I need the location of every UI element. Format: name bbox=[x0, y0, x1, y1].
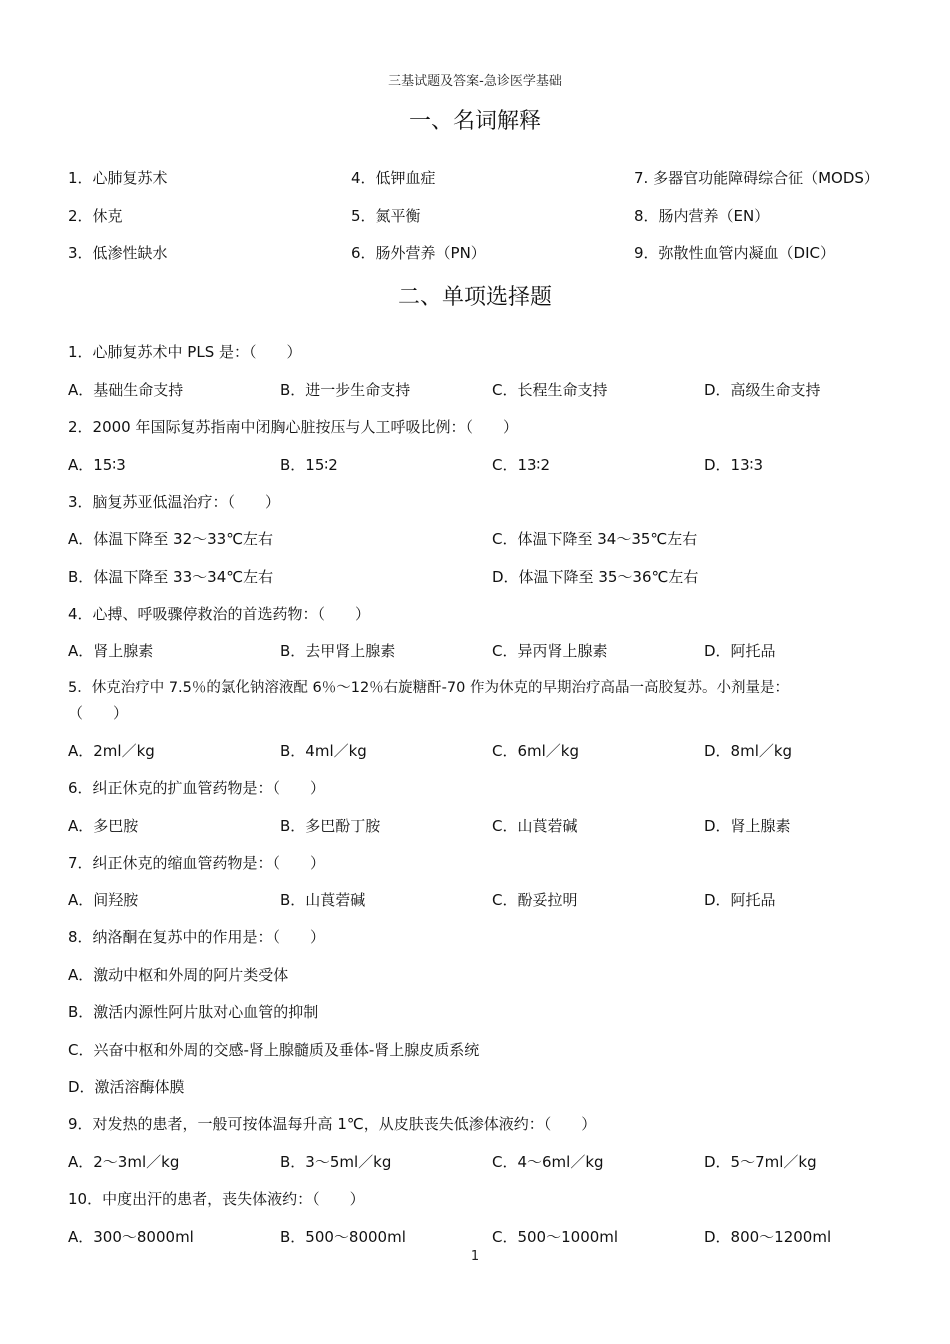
section-title-multiple-choice: 二、单项选择题 bbox=[397, 285, 552, 310]
term-item: 8．肠内营养（EN） bbox=[634, 207, 770, 225]
option-d: D．阿托品 bbox=[704, 642, 776, 660]
question-stem: 3．脑复苏亚低温治疗：（ ） bbox=[68, 493, 281, 511]
option-c: C．500～1000ml bbox=[492, 1228, 619, 1246]
page-number: 1 bbox=[470, 1249, 480, 1264]
term-item: 4．低钾血症 bbox=[351, 169, 436, 187]
option-b: B．激活内源性阿片肽对心血管的抑制 bbox=[68, 1003, 319, 1021]
question-stem: 4．心搏、呼吸骤停救治的首选药物：（ ） bbox=[68, 605, 371, 623]
option-d: D．13∶3 bbox=[704, 456, 764, 474]
option-a: A．15∶3 bbox=[68, 456, 126, 474]
term-item: 7. 多器官功能障碍综合征（MODS） bbox=[634, 169, 879, 187]
question-stem-continuation: （ ） bbox=[68, 704, 129, 722]
option-d: D．阿托品 bbox=[704, 891, 776, 909]
term-item: 2．休克 bbox=[68, 207, 123, 225]
option-c: C．4～6ml／kg bbox=[492, 1153, 604, 1171]
question-stem: 9．对发热的患者，一般可按体温每升高 1℃，从皮肤丧失低渗体液约：（ ） bbox=[68, 1115, 597, 1133]
option-d: D．高级生命支持 bbox=[704, 381, 821, 399]
option-c: C．6ml／kg bbox=[492, 742, 580, 760]
option-a: A．300～8000ml bbox=[68, 1228, 194, 1246]
option-a: A．激动中枢和外周的阿片类受体 bbox=[68, 966, 289, 984]
option-a: A．2～3ml／kg bbox=[68, 1153, 180, 1171]
option-c: C．长程生命支持 bbox=[492, 381, 608, 399]
option-d: D．肾上腺素 bbox=[704, 817, 791, 835]
option-b: B．多巴酚丁胺 bbox=[280, 817, 381, 835]
option-c: C．体温下降至 34～35℃左右 bbox=[492, 530, 698, 548]
option-b: B．去甲肾上腺素 bbox=[280, 642, 396, 660]
option-a: A．2ml／kg bbox=[68, 742, 155, 760]
option-a: A．基础生命支持 bbox=[68, 381, 184, 399]
term-item: 1．心肺复苏术 bbox=[68, 169, 168, 187]
question-stem: 10．中度出汗的患者，丧失体液约：（ ） bbox=[68, 1190, 365, 1208]
question-stem: 1．心肺复苏术中 PLS 是：（ ） bbox=[68, 343, 302, 361]
term-item: 3．低渗性缺水 bbox=[68, 244, 168, 262]
option-c: C．山莨菪碱 bbox=[492, 817, 578, 835]
option-d: D．8ml／kg bbox=[704, 742, 793, 760]
option-b: B．山莨菪碱 bbox=[280, 891, 366, 909]
option-d: D．5～7ml／kg bbox=[704, 1153, 817, 1171]
question-stem: 2．2000 年国际复苏指南中闭胸心脏按压与人工呼吸比例：（ ） bbox=[68, 418, 518, 436]
option-b: B．3～5ml／kg bbox=[280, 1153, 392, 1171]
option-b: B．进一步生命支持 bbox=[280, 381, 411, 399]
question-stem: 7．纠正休克的缩血管药物是：（ ） bbox=[68, 854, 326, 872]
option-b: B．4ml／kg bbox=[280, 742, 367, 760]
question-stem: 5．休克治疗中 7.5％的氯化钠溶液配 6％～12％右旋糖酐-70 作为休克的早期治疗高晶一高胶复苏。小剂量是： bbox=[68, 680, 789, 696]
option-a: A．间羟胺 bbox=[68, 891, 139, 909]
option-c: C．酚妥拉明 bbox=[492, 891, 578, 909]
option-d: D．激活溶酶体膜 bbox=[68, 1078, 185, 1096]
document-header: 三基试题及答案-急诊医学基础 bbox=[388, 74, 562, 89]
term-item: 5．氮平衡 bbox=[351, 207, 421, 225]
option-b: B．体温下降至 33～34℃左右 bbox=[68, 568, 274, 586]
option-d: D．体温下降至 35～36℃左右 bbox=[492, 568, 699, 586]
option-a: A．肾上腺素 bbox=[68, 642, 154, 660]
term-item: 6．肠外营养（PN） bbox=[351, 244, 486, 262]
question-stem: 6．纠正休克的扩血管药物是：（ ） bbox=[68, 779, 326, 797]
option-b: B．15∶2 bbox=[280, 456, 338, 474]
option-b: B．500～8000ml bbox=[280, 1228, 406, 1246]
question-stem: 8．纳洛酮在复苏中的作用是：（ ） bbox=[68, 928, 326, 946]
option-c: C．兴奋中枢和外周的交感-肾上腺髓质及垂体-肾上腺皮质系统 bbox=[68, 1041, 480, 1059]
option-d: D．800～1200ml bbox=[704, 1228, 832, 1246]
section-title-definitions: 一、名词解释 bbox=[408, 109, 541, 134]
option-c: C．13∶2 bbox=[492, 456, 551, 474]
option-a: A．多巴胺 bbox=[68, 817, 139, 835]
term-item: 9．弥散性血管内凝血（DIC） bbox=[634, 244, 835, 262]
option-c: C．异丙肾上腺素 bbox=[492, 642, 608, 660]
option-a: A．体温下降至 32～33℃左右 bbox=[68, 530, 274, 548]
